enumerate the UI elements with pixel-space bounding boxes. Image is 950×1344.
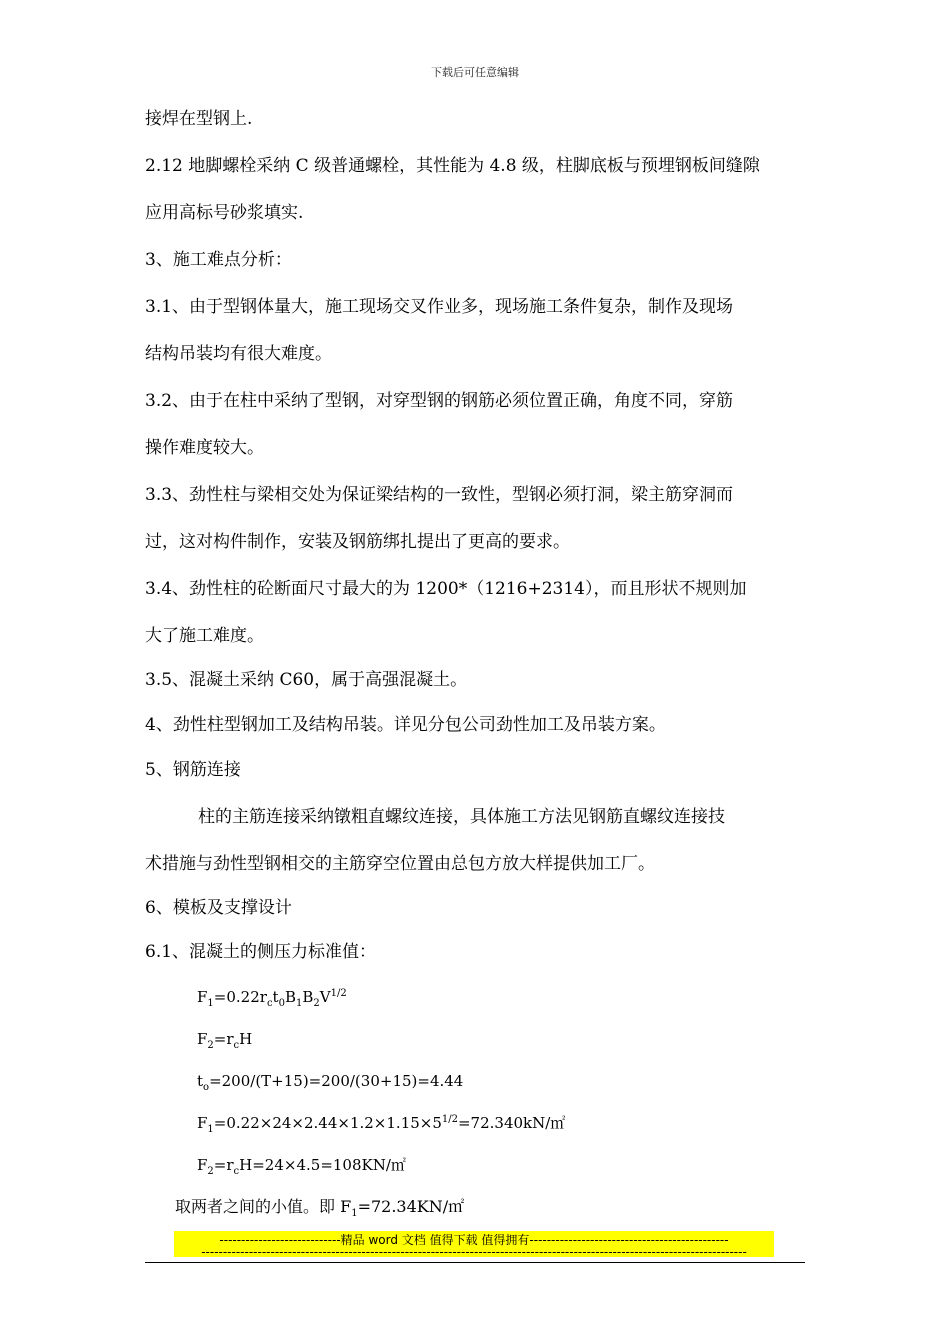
section-heading-4: 4、劲性柱型钢加工及结构吊装。详见分包公司劲性加工及吊装方案。: [145, 715, 666, 735]
formula-line-4: $F_1=0.22\times 24\times 2.44\times 1.2\times 1.15\times 5^{1/2}=72.340kN/㎡$: [197, 1114, 566, 1135]
subsection-heading-6-1: 6.1、混凝土的侧压力标准值：: [145, 942, 377, 962]
paragraph-line-17: 术措施与劲性型钢相交的主筋穿空位置由总包方放大样提供加工厂。: [145, 854, 655, 874]
footer-rule: [145, 1262, 805, 1263]
page-header: 下载后可任意编辑: [431, 66, 519, 79]
section-heading-5: 5、钢筋连接: [145, 760, 241, 780]
paragraph-line-1: 接焊在型钢上.: [145, 109, 253, 129]
formula-line-3: $t_o=200/(T+15)=200/(30+15)=4.44$: [197, 1072, 464, 1093]
formula-line-6: 取两者之间的小值。即 $F_1=72.34KN/㎡$: [175, 1197, 465, 1220]
section-heading-6: 6、模板及支撑设计: [145, 898, 292, 918]
paragraph-line-3: 应用高标号砂浆填实.: [145, 203, 304, 223]
formula-line-2: $F_2=r_cH$: [197, 1030, 253, 1051]
paragraph-line-12: 大了施工难度。: [145, 626, 264, 646]
paragraph-line-7: 3.2、由于在柱中采纳了型钢，对穿型钢的钢筋必须位置正确，角度不同，穿筋: [145, 391, 734, 411]
paragraph-line-13: 3.5、混凝土采纳 C60，属于高强混凝土。: [145, 670, 468, 690]
paragraph-line-5: 3.1、由于型钢体量大，施工现场交叉作业多，现场施工条件复杂，制作及现场: [145, 297, 734, 317]
footer-line-1: ----------------------------精品 word 文档 值得下载 值得拥有----------------------------------------------: [219, 1233, 729, 1247]
paragraph-line-6: 结构吊装均有很大难度。: [145, 344, 332, 364]
formula-line-5: $F_2=r_cH=24\times 4.5=108KN/㎡$: [197, 1156, 406, 1177]
paragraph-line-9: 3.3、劲性柱与梁相交处为保证梁结构的一致性，型钢必须打洞，梁主筋穿洞而: [145, 485, 734, 505]
paragraph-line-11: 3.4、劲性柱的砼断面尺寸最大的为 1200*（1216+2314），而且形状不规则加: [145, 579, 747, 599]
formula-line-1: $F_1=0.22r_ct_0B_1B_2V^{1/2}$: [197, 988, 347, 1009]
footer-line-2: ------------------------------------------------------------------------------------------------------------------------------: [201, 1245, 747, 1259]
paragraph-line-2: 2.12 地脚螺栓采纳 C 级普通螺栓，其性能为 4.8 级，柱脚底板与预埋钢板间缝隙: [145, 156, 760, 176]
paragraph-line-8: 操作难度较大。: [145, 438, 264, 458]
section-heading-3: 3、施工难点分析：: [145, 250, 292, 270]
paragraph-line-10: 过，这对构件制作，安装及钢筋绑扎提出了更高的要求。: [145, 532, 570, 552]
paragraph-line-16: 柱的主筋连接采纳镦粗直螺纹连接，具体施工方法见钢筋直螺纹连接技: [198, 807, 725, 827]
